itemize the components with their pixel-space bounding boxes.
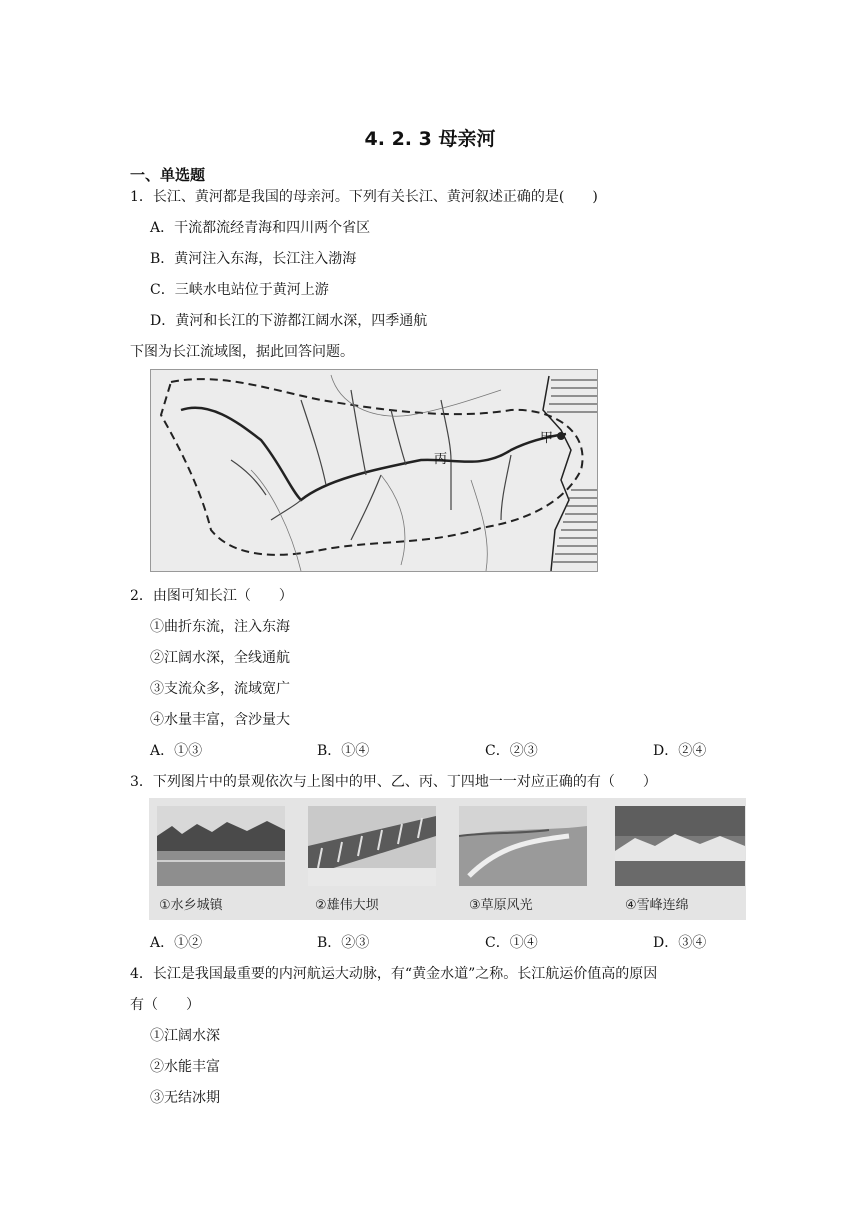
- q1-stem: 1．长江、黄河都是我国的母亲河。下列有关长江、黄河叙述正确的是( ): [130, 189, 598, 205]
- q1-option-d: D．黄河和长江的下游都江阔水深，四季通航: [150, 313, 428, 329]
- map-label-jia: 甲: [540, 431, 554, 446]
- q3-choice-b: B．②③: [317, 935, 370, 951]
- section-heading: 一、单选题: [130, 166, 206, 184]
- caption-2: ②雄伟大坝: [315, 898, 379, 913]
- q4-stem-line-1: 4．长江是我国最重要的内河航运大动脉，有“黄金水道”之称。长江航运价值高的原因: [130, 966, 658, 982]
- q2-choice-c: C．②③: [485, 743, 538, 759]
- photo-snow-peaks: [615, 806, 745, 886]
- map-drawing: [151, 370, 597, 571]
- yangtze-basin-map: [150, 369, 598, 572]
- q1-option-a: A．干流都流经青海和四川两个省区: [150, 220, 371, 236]
- q2-choice-b: B．①④: [317, 743, 370, 759]
- q3-stem: 3．下列图片中的景观依次与上图中的甲、乙、丙、丁四地一一对应正确的有（ ）: [130, 774, 657, 790]
- q3-choice-a: A．①②: [150, 935, 203, 951]
- q2-stem: 2．由图可知长江（ ）: [130, 588, 293, 604]
- q2-choice-d: D．②④: [653, 743, 707, 759]
- q3-choice-c: C．①④: [485, 935, 538, 951]
- q4-item-2: ②水能丰富: [150, 1059, 220, 1075]
- page-title: 4. 2. 3 母亲河: [364, 128, 496, 150]
- q2-choice-a: A．①③: [150, 743, 203, 759]
- landscape-photos: [149, 798, 746, 920]
- caption-4: ④雪峰连绵: [625, 898, 689, 913]
- q2-item-3: ③支流众多，流域宽广: [150, 681, 290, 697]
- q2-item-4: ④水量丰富，含沙量大: [150, 712, 290, 728]
- photo-water-town: [157, 806, 285, 886]
- q1-option-b: B．黄河注入东海，长江注入渤海: [150, 251, 357, 267]
- q4-item-3: ③无结冰期: [150, 1090, 220, 1106]
- map-intro: 下图为长江流域图，据此回答问题。: [130, 344, 354, 360]
- photo-grassland: [459, 806, 587, 886]
- q3-choice-d: D．③④: [653, 935, 707, 951]
- q2-item-2: ②江阔水深，全线通航: [150, 650, 290, 666]
- photo-dam: [308, 806, 436, 886]
- q4-stem-line-2: 有（ ）: [130, 997, 200, 1013]
- caption-3: ③草原风光: [469, 898, 533, 913]
- q2-item-1: ①曲折东流，注入东海: [150, 619, 290, 635]
- map-label-bing: 丙: [434, 452, 448, 467]
- caption-1: ①水乡城镇: [159, 898, 223, 913]
- q1-option-c: C．三峡水电站位于黄河上游: [150, 282, 329, 298]
- q4-item-1: ①江阔水深: [150, 1028, 220, 1044]
